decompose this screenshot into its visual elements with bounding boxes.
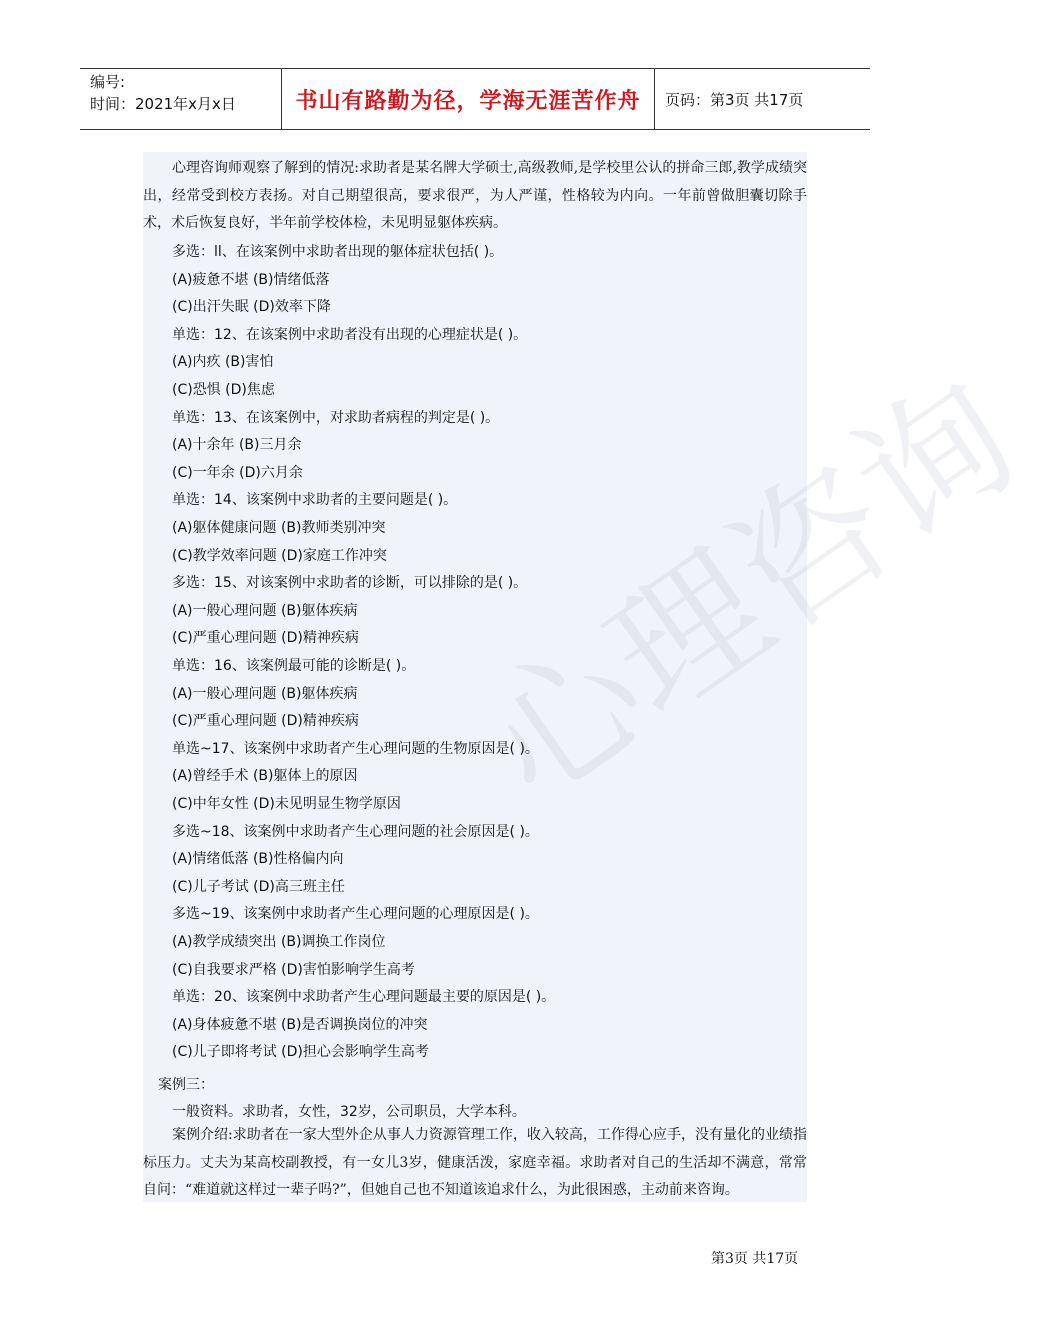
code-label: 编号: <box>90 73 126 91</box>
question-stem: 单选：16、该案例最可能的诊断是( )。 <box>172 658 416 674</box>
observation-paragraph: 心理咨询师观察了解到的情况:求助者是某名牌大学硕士,高级教师,是学校里公认的拼命三郎,教学成绩突出，经常受到校方表扬。对自己期望很高，要求很严，为人严谨，性格较为内向。一年前曾做胆囊切除手术，术后恢复良好，半年前学校体检，未见明显躯体疾病。 <box>143 160 807 231</box>
question-stem: 多选~18、该案例中求助者产生心理问题的社会原因是( )。 <box>172 823 539 840</box>
answer-options: (A)十余年 (B)三月余 <box>172 437 302 454</box>
answer-options: (A)一般心理问题 (B)躯体疾病 <box>172 685 358 702</box>
header-meta <box>80 69 282 129</box>
case-title: 案例三： <box>158 1077 214 1093</box>
header-motto: 书山有路勤为径，学海无涯苦作舟 <box>282 69 655 129</box>
answer-options: (C)自我要求严格 (D)害怕影响学生高考 <box>172 961 415 978</box>
answer-options: (A)情绪低落 (B)性格偏内向 <box>172 851 344 868</box>
answer-options: (C)中年女性 (D)未见明显生物学原因 <box>172 796 401 812</box>
answer-options: (C)严重心理问题 (D)精神疾病 <box>172 630 359 647</box>
question-stem: 单选：14、该案例中求助者的主要问题是( )。 <box>172 492 458 509</box>
general-info: 一般资料。求助者，女性，32岁，公司职员，大学本科。 <box>172 1104 526 1120</box>
case-intro-paragraph: 案例介绍:求助者在一家大型外企从事人力资源管理工作，收入较高，工作得心应手，没有量化的业绩指标压力。丈夫为某高校副教授，有一女儿3岁，健康活泼，家庭幸福。求助者对自己的生活却不满意，常常自问：“难道就这样过一辈子吗?”，但她自己也不知道该追求什么，为此很困惑，主动前来咨询。 <box>143 1127 807 1198</box>
question-stem: 单选：20、该案例中求助者产生心理问题最主要的原因是( )。 <box>172 989 556 1006</box>
answer-options: (C)儿子考试 (D)高三班主任 <box>172 878 345 895</box>
answer-options: (A)内疚 (B)害怕 <box>172 354 274 371</box>
answer-options: (C)教学效率问题 (D)家庭工作冲突 <box>172 547 387 564</box>
header-page-info: 页码：第3页 共17页 <box>665 90 804 109</box>
answer-options: (C)恐惧 (D)焦虑 <box>172 382 275 398</box>
answer-options: (C)一年余 (D)六月余 <box>172 464 303 481</box>
answer-options: (A)曾经手术 (B)躯体上的原因 <box>172 768 358 785</box>
question-stem: 单选：12、在该案例中求助者没有出现的心理症状是( )。 <box>172 326 528 343</box>
answer-options: (A)躯体健康问题 (B)教师类别冲突 <box>172 520 386 536</box>
answer-options: (C)出汗失眠 (D)效率下降 <box>172 299 331 316</box>
question-stem: 多选：ll、在该案例中求助者出现的躯体症状包括( )。 <box>172 244 504 260</box>
question-stem: 多选：15、对该案例中求助者的诊断，可以排除的是( )。 <box>172 575 528 592</box>
answer-options: (A)教学成绩突出 (B)调换工作岗位 <box>172 934 386 950</box>
answer-options: (C)严重心理问题 (D)精神疾病 <box>172 713 359 730</box>
answer-options: (A)疲惫不堪 (B)情绪低落 <box>172 271 330 288</box>
watermark: 心理咨询 <box>455 348 1047 835</box>
page-header <box>80 68 870 130</box>
page-footer: 第3页 共17页 <box>711 1251 799 1267</box>
answer-options: (C)儿子即将考试 (D)担心会影响学生高考 <box>172 1044 429 1061</box>
question-stem: 单选~17、该案例中求助者产生心理问题的生物原因是( )。 <box>172 740 539 757</box>
document-body <box>143 152 1047 1202</box>
answer-options: (A)一般心理问题 (B)躯体疾病 <box>172 602 358 619</box>
question-stem: 单选：13、在该案例中，对求助者病程的判定是( )。 <box>172 409 500 426</box>
date-label: 时间：2021年x月x日 <box>90 95 236 113</box>
answer-options: (A)身体疲惫不堪 (B)是否调换岗位的冲突 <box>172 1016 428 1033</box>
question-stem: 多选~19、该案例中求助者产生心理问题的心理原因是( )。 <box>172 906 539 923</box>
